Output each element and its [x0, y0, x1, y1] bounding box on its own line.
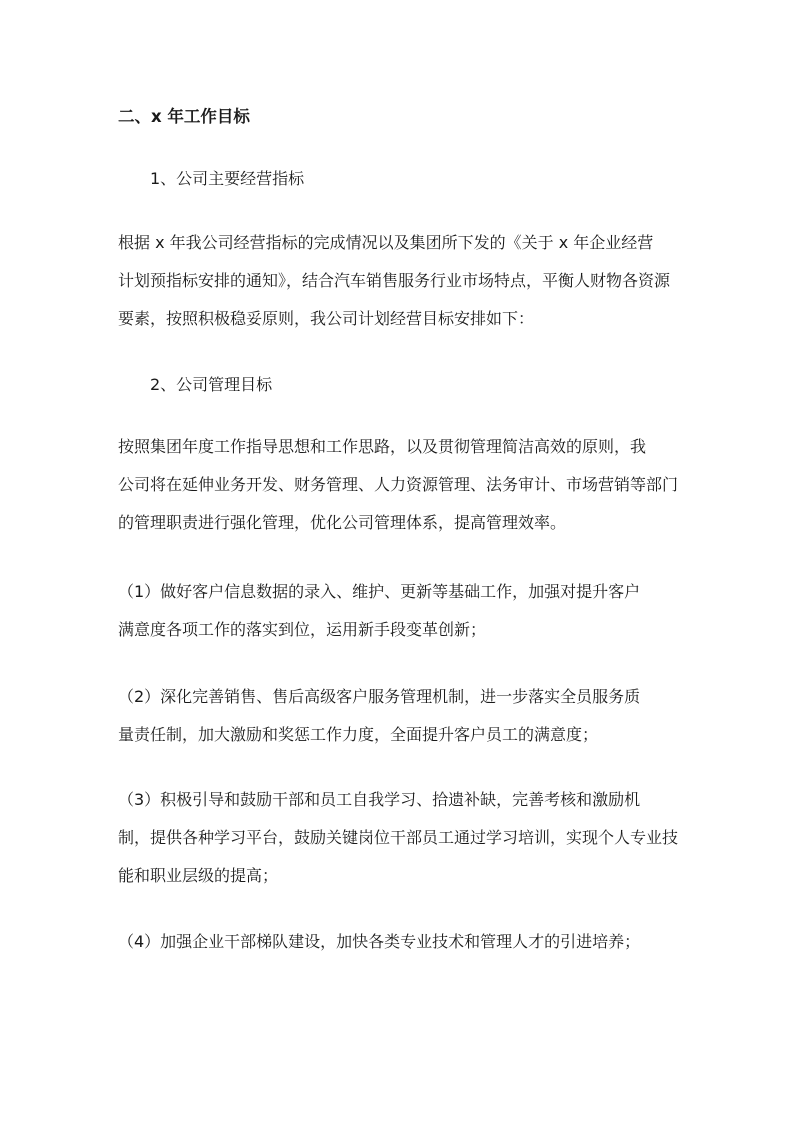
subsection-title-2: 2、公司管理目标 [150, 375, 273, 394]
list-item-4: （4）加强企业干部梯队建设，加快各类专业技术和管理人才的引进培养； [118, 932, 641, 951]
list-item-1: （1）做好客户信息数据的录入、维护、更新等基础工作，加强对提升客户 满意度各项工作的落实到位，运用新手段变革创新； [118, 582, 641, 639]
paragraph-management-goals: 按照集团年度工作指导思想和工作思路，以及贯彻管理简洁高效的原则，我 公司将在延伸业务开发、财务管理、人力资源管理、法务审计、市场营销等部门 的管理职责进行强化管理，优化公司管理体系，提高管理效率。 [118, 437, 679, 532]
list-item-3: （3）积极引导和鼓励干部和员工自我学习、拾遗补缺，完善考核和激励机 制，提供各种学习平台，鼓励关键岗位干部员工通过学习培训，实现个人专业技 能和职业层级的提高； [118, 790, 679, 885]
section-title: 二、x 年工作目标 [118, 107, 250, 126]
paragraph-business-indicators: 根据 x 年我公司经营指标的完成情况以及集团所下发的《关于 x 年企业经营 计划预指标安排的通知》，结合汽车销售服务行业市场特点，平衡人财物各资源 要素，按照积极稳妥原则，我公司计划经营目标安排如下： [118, 233, 671, 328]
list-item-2: （2）深化完善销售、售后高级客户服务管理机制，进一步落实全员服务质 量责任制，加大激励和奖惩工作力度，全面提升客户员工的满意度； [118, 687, 641, 744]
subsection-title-1: 1、公司主要经营指标 [150, 169, 305, 188]
